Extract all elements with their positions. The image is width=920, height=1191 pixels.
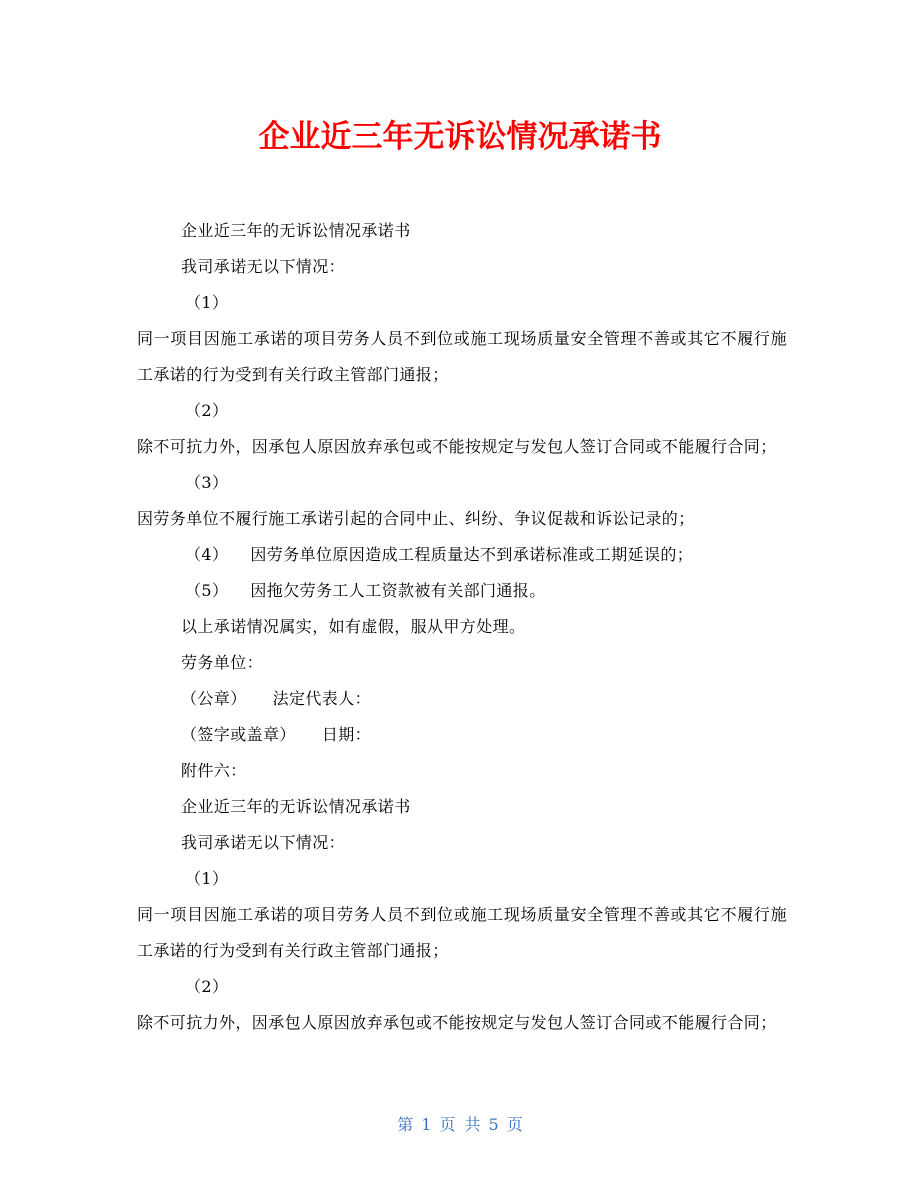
date-label: 日期： xyxy=(321,725,372,744)
list-item xyxy=(137,573,787,609)
footer-prefix: 第 xyxy=(397,1115,414,1134)
paragraph: 企业近三年的无诉讼情况承诺书 xyxy=(181,221,411,240)
list-marker: （4） xyxy=(185,545,229,564)
paragraph: 同一项目因施工承诺的项目劳务人员不到位或施工现场质量安全管理不善或其它不履行施工承诺的行为受到有关行政主管部门通报； xyxy=(137,329,787,384)
list-marker: （3） xyxy=(185,473,229,492)
footer-mid: 页 共 xyxy=(439,1115,481,1134)
list-marker: （1） xyxy=(185,869,229,888)
paragraph: 劳务单位： xyxy=(181,653,264,672)
paragraph: 除不可抗力外，因承包人原因放弃承包或不能按规定与发包人签订合同或不能履行合同； xyxy=(137,1013,777,1032)
list-item xyxy=(137,537,787,573)
seal-label: （公章） xyxy=(181,689,247,708)
list-item-text: 因拖欠劳务工人工资款被有关部门通报。 xyxy=(250,581,546,600)
signature-line xyxy=(137,717,787,753)
list-marker: （5） xyxy=(185,581,229,600)
page-number: 1 xyxy=(421,1115,432,1134)
total-pages: 5 xyxy=(488,1115,499,1134)
paragraph: 因劳务单位不履行施工承诺引起的合同中止、纠纷、争议促裁和诉讼记录的； xyxy=(137,509,695,528)
paragraph: 同一项目因施工承诺的项目劳务人员不到位或施工现场质量安全管理不善或其它不履行施工承诺的行为受到有关行政主管部门通报； xyxy=(137,905,787,960)
list-marker: （2） xyxy=(185,977,229,996)
list-marker: （1） xyxy=(185,293,229,312)
list-marker: （2） xyxy=(185,401,229,420)
paragraph: 以上承诺情况属实，如有虚假，服从甲方处理。 xyxy=(181,617,526,636)
paragraph: 除不可抗力外，因承包人原因放弃承包或不能按规定与发包人签订合同或不能履行合同； xyxy=(137,437,777,456)
document-title: 企业近三年无诉讼情况承诺书 xyxy=(258,119,662,155)
paragraph: 我司承诺无以下情况： xyxy=(181,257,346,276)
document-body xyxy=(137,213,787,1041)
signature-line xyxy=(137,681,787,717)
paragraph: 我司承诺无以下情况： xyxy=(181,833,346,852)
list-item-text: 因劳务单位原因造成工程质量达不到承诺标准或工期延误的； xyxy=(250,545,694,564)
footer-suffix: 页 xyxy=(506,1115,523,1134)
paragraph: 附件六： xyxy=(181,761,247,780)
legal-rep-label: 法定代表人： xyxy=(272,689,372,708)
paragraph: 企业近三年的无诉讼情况承诺书 xyxy=(181,797,411,816)
page-footer xyxy=(0,1113,920,1137)
sign-label: （签字或盖章） xyxy=(181,725,296,744)
